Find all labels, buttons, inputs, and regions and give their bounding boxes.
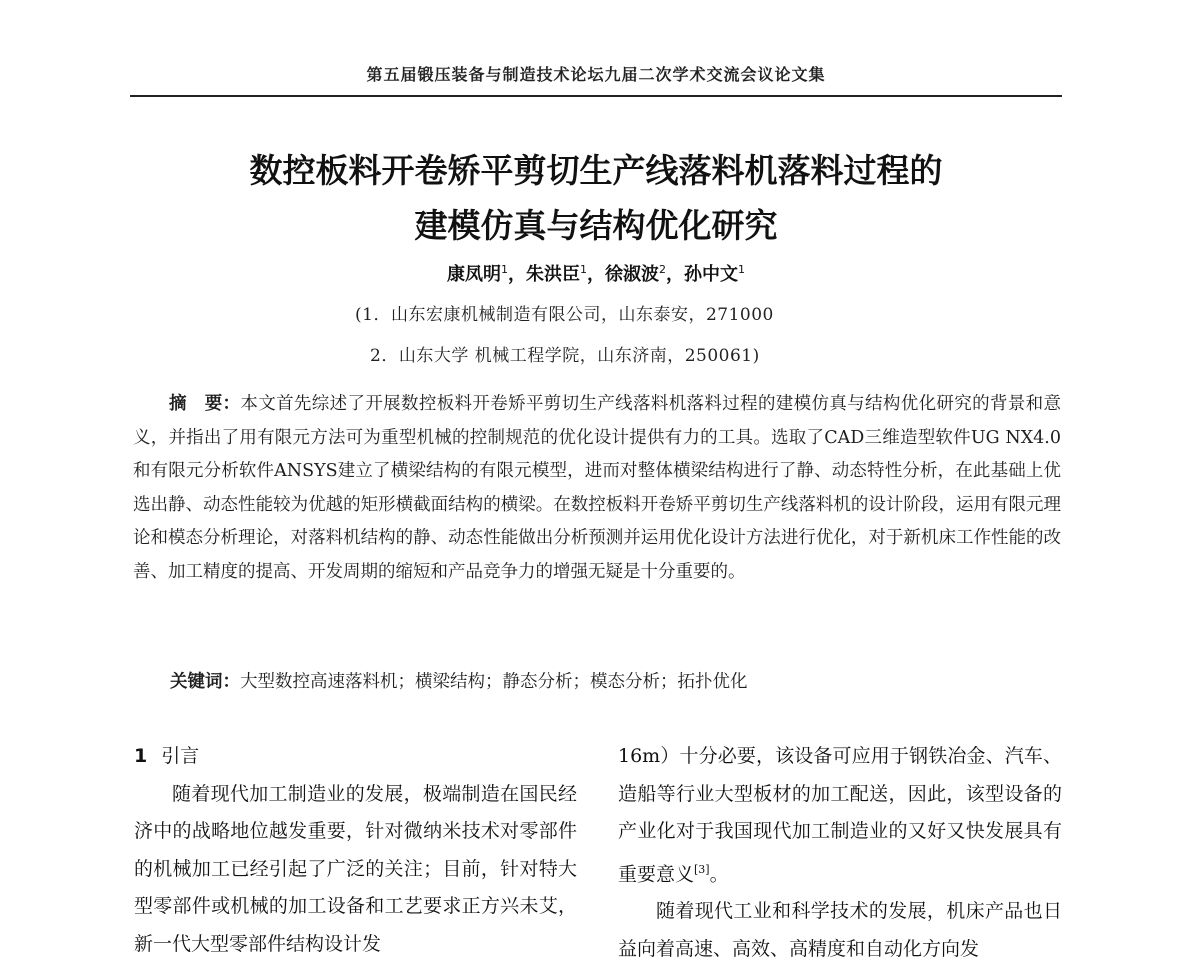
body-paragraph: 随着现代加工制造业的发展，极端制造在国民经济中的战略地位越发重要，针对微纳米技术对零部件的机械加工已经引起了广泛的关注；目前，针对特大型零部件或机械的加工设备和工艺要求正方兴未艾，新一代大型零部件结构设计发 (134, 782, 577, 955)
author-separator: ， (666, 264, 684, 285)
keywords-text: 大型数控高速落料机；横梁结构；静态分析；模态分析；拓扑优化 (240, 672, 748, 692)
section-number: 1 (134, 745, 148, 767)
author-name: 徐淑波 (605, 264, 659, 285)
author-affiliation-mark: 1 (580, 263, 587, 276)
affiliation-line-1: (1．山东宏康机械制造有限公司，山东泰安，271000 (355, 305, 774, 325)
author-affiliation-mark: 2 (659, 263, 666, 276)
abstract-label: 摘 要： (169, 394, 241, 414)
body-left-column (134, 738, 577, 963)
body-paragraph (618, 738, 1062, 893)
section-title: 引言 (161, 745, 200, 767)
paragraph-end: 。 (709, 862, 729, 885)
keywords (170, 668, 748, 693)
author-affiliation-mark: 1 (738, 263, 745, 276)
author-separator: ， (508, 264, 526, 285)
affiliation-line-2: 2．山东大学 机械工程学院，山东济南，250061) (370, 346, 760, 366)
keywords-label: 关键词： (170, 672, 240, 692)
abstract-text: 本文首先综述了开展数控板料开卷矫平剪切生产线落料机落料过程的建模仿真与结构优化研究的背景和意义，并指出了用有限元方法可为重型机械的控制规范的优化设计提供有力的工具。选取了CAD三维造型软件UG NX4.0和有限元分析软件ANSYS建立了横梁结构的有限元模型，进而对整体横梁结构进行了静、动态特性分析，在此基础上优选出静、动态性能较为优越的矩形横截面结构的横梁。在数控板料开卷矫平剪切生产线落料机的设计阶段，运用有限元理论和模态分析理论，对落料机结构的静、动态性能做出分析预测并运用优化设计方法进行优化，对于新机床工作性能的改善、加工精度的提高、开发周期的缩短和产品竞争力的增强无疑是十分重要的。 (133, 394, 1061, 582)
header-rule (130, 95, 1062, 97)
body-paragraph: 随着现代工业和科学技术的发展，机床产品也日益向着高速、高效、高精度和自动化方向发 (618, 900, 1062, 960)
section-heading (134, 738, 577, 776)
abstract (133, 388, 1061, 590)
paragraph-text: 16m）十分必要，该设备可应用于钢铁冶金、汽车、造船等行业大型板材的加工配送，因此，该型设备的产业化对于我国现代加工制造业的又好又快发展具有重要意义 (618, 745, 1062, 885)
running-head: 第五届锻压装备与制造技术论坛九届二次学术交流会议论文集 (366, 65, 826, 84)
body-right-column (618, 738, 1062, 968)
author-separator: ， (587, 264, 605, 285)
paper-title-line-2: 建模仿真与结构优化研究 (414, 206, 778, 245)
author-affiliation-mark: 1 (501, 263, 508, 276)
author-list (130, 260, 1062, 286)
paper-title-line-1: 数控板料开卷矫平剪切生产线落料机落料过程的 (249, 151, 943, 190)
author-name: 孙中文 (684, 264, 738, 285)
citation-reference: [3] (694, 862, 710, 876)
author-name: 朱洪臣 (526, 264, 580, 285)
author-name: 康凤明 (447, 264, 501, 285)
